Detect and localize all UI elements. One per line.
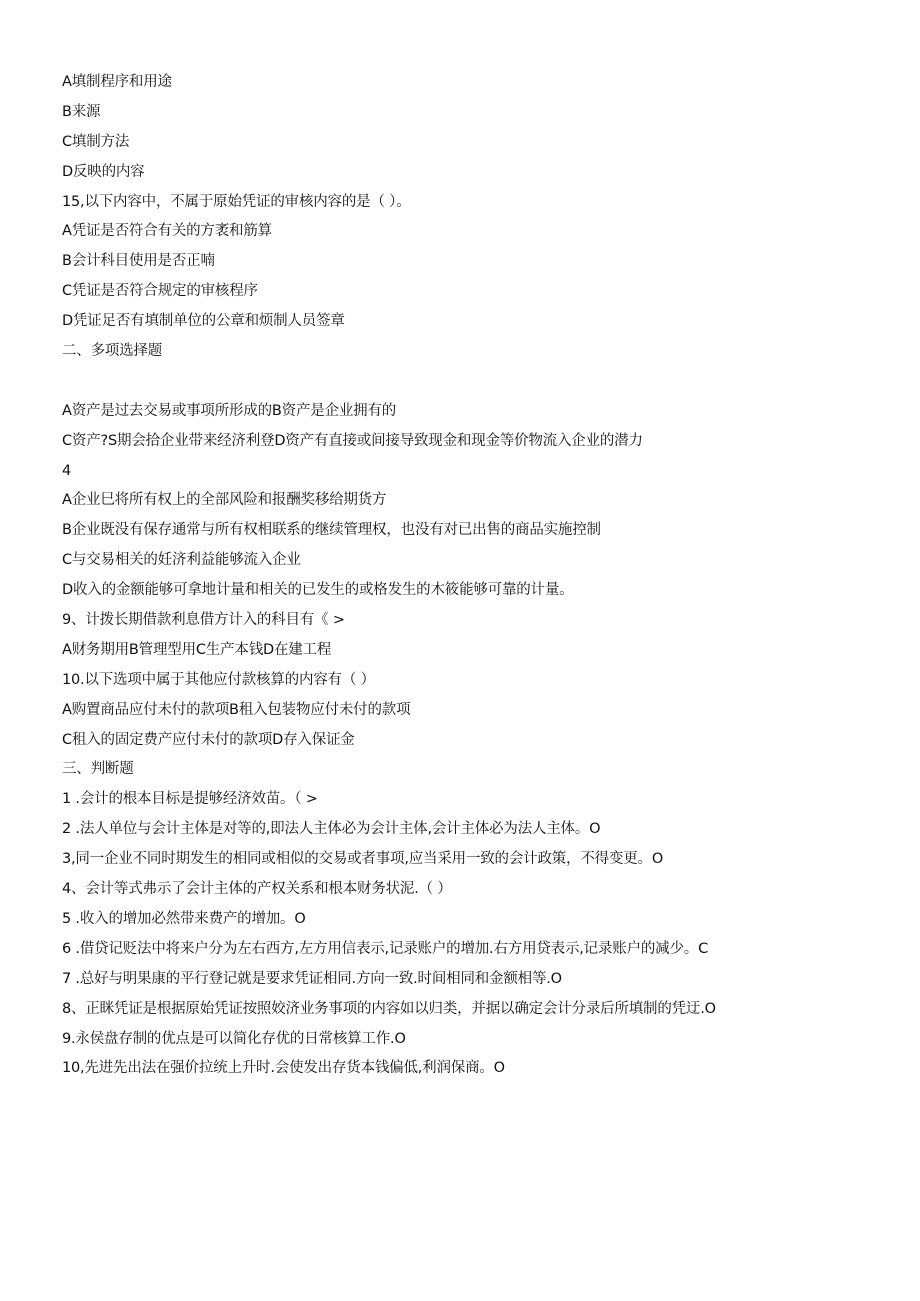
option-b-line: B来源	[62, 103, 101, 120]
revenue-option-d: D收入的金额能够可拿地计量和相关的已发生的或格发生的木筱能够可靠的计量。	[62, 582, 574, 599]
blank-spacer	[62, 367, 882, 397]
section-heading-multiple-choice: 二、多项选择题	[62, 343, 163, 360]
option-d-line: D反映的内容	[62, 163, 145, 180]
question-10: 10.以下选项中属于其他应付款核算的内容有（ ）	[62, 671, 375, 688]
question-9-options: A财务期用B管理型用C生产本钱D在建工程	[62, 641, 332, 658]
asset-options-cd: C资产?S期会拾企业带来经济利登D资产有直接或间接导致现金和现金等价物流入企业的潜力	[62, 432, 643, 449]
question-number-4: 4	[62, 462, 72, 479]
option-c-line: C填制方法	[62, 133, 130, 150]
revenue-option-b: B企业既没有保存通常与所有权相联系的继续管理权，也没有对已出售的商品实施控制	[62, 522, 601, 539]
question-9: 9、计拨长期借款利息借方计入的科目有《 >	[62, 612, 345, 629]
question-10-options-cd: C租入的固定费产应付未付的款项D存入保证金	[62, 731, 355, 748]
asset-options-ab: A资产是过去交易或事项所形成的B资产是企业拥有的	[62, 402, 397, 419]
question-10-options-ab: A购置商品应付未付的款项B租入包装物应付未付的款项	[62, 701, 411, 718]
revenue-option-a: A企业巳将所有权上的全部风险和报酬奖移给期货方	[62, 492, 387, 509]
question-15-option-c: C凭证是否符合规定的审核程序	[62, 283, 258, 300]
question-15: 15,以下内容中，不属于原始凭证的审核内容的是（ ）。	[62, 193, 411, 210]
judgment-item-4: 4、会计等式弗示了会计主体的产权关系和根本财务状泥.（ ）	[62, 881, 452, 898]
judgment-item-6: 6 .借贷记贬法中将来户分为左右西方,左方用信表示,记录账户的增加.右方用贷表示,记录账户的减少。C	[62, 940, 709, 957]
document-body	[62, 68, 882, 1084]
option-a-line: A填制程序和用途	[62, 74, 172, 90]
revenue-option-c: C与交易相关的妊济利益能够流入企业	[62, 552, 301, 569]
judgment-item-9: 9.永侯盘存制的优点是可以简化存优的日常核算工作.O	[62, 1030, 406, 1047]
section-heading-true-false: 三、判断题	[62, 761, 134, 778]
question-15-option-a: A凭证是否符合有关的方袤和筋算	[62, 223, 272, 240]
judgment-item-5: 5 .收入的增加必然带来费产的增加。O	[62, 910, 306, 927]
judgment-item-10: 10,先进先出法在强价拉统上升时.会使发出存货本钱偏低,利润保商。O	[62, 1060, 505, 1077]
question-15-option-d: D凭证足否有填制单位的公章和烦制人员签章	[62, 313, 345, 330]
judgment-item-1: 1 .会计的根本目标是提够经济效苗。（ >	[62, 791, 318, 808]
judgment-item-3: 3,同一企业不同时期发生的相同或相似的交易或者事项,应当采用一致的会计政策，不得变更。O	[62, 851, 664, 868]
judgment-item-8: 8、正眯凭证是根据原始凭证按照姣济业务事项的内容如以归类，并据以确定会计分录后所填制的凭迂.O	[62, 1000, 716, 1017]
judgment-item-2: 2 .法人单位与会计主体是对等的,即法人主体必为会计主体,会计主体必为法人主体。O	[62, 821, 601, 838]
judgment-item-7: 7 .总好与明果康的平行登记就是要求凭证相同.方向一致.时间相同和金额相等.O	[62, 970, 562, 987]
question-15-option-b: B会计科目使用是否正喃	[62, 253, 215, 270]
